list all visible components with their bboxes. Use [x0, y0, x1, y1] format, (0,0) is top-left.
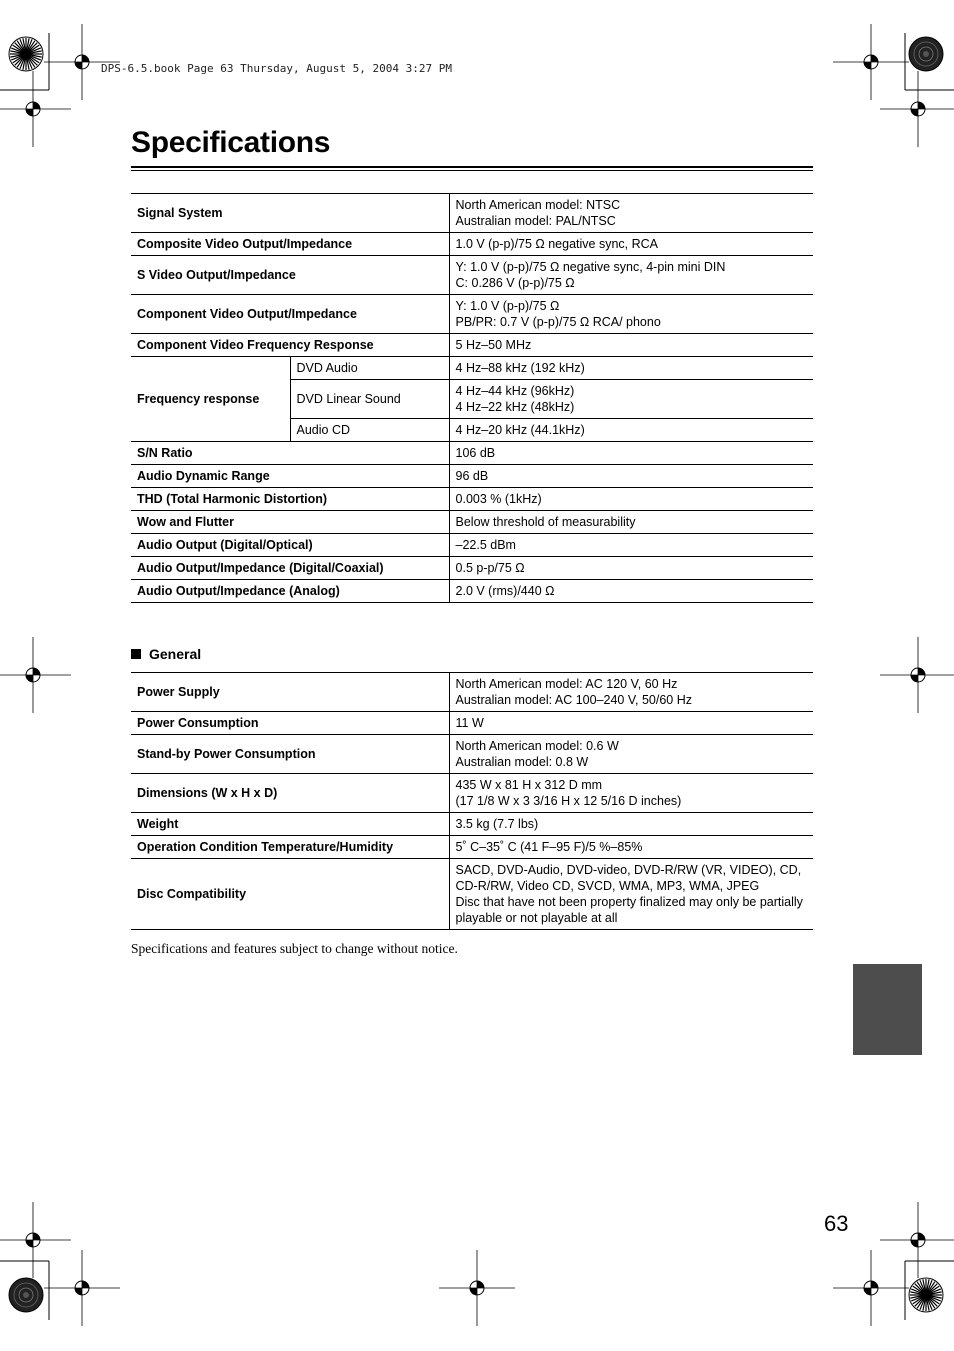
spec-label: Power Supply: [131, 673, 449, 712]
spec-value-line: 4 Hz–44 kHz (96kHz): [455, 384, 575, 398]
spec-value-line: Disc that have not been property finalized may only be partially: [455, 895, 803, 909]
spec-value-line: North American model: 0.6 W: [455, 739, 619, 753]
spec-value: [449, 357, 813, 380]
table-row: [131, 836, 813, 859]
spec-label: Operation Condition Temperature/Humidity: [131, 836, 449, 859]
spec-label: Weight: [131, 813, 449, 836]
table-row: [131, 465, 813, 488]
table-row: [131, 774, 813, 813]
table-row: [131, 334, 813, 357]
square-bullet-icon: [131, 649, 141, 659]
spec-value-line: C: 0.286 V (p-p)/75 Ω: [455, 276, 575, 290]
spec-value-line: 0.003 % (1kHz): [455, 492, 542, 506]
spec-value: [449, 712, 813, 735]
table-row: [131, 735, 813, 774]
spec-value-line: 2.0 V (rms)/440 Ω: [455, 584, 555, 598]
spec-label: Stand-by Power Consumption: [131, 735, 449, 774]
table-row: [131, 673, 813, 712]
table-row: [131, 256, 813, 295]
spec-value: [449, 557, 813, 580]
table-row: [131, 357, 813, 380]
spec-value: [449, 859, 813, 930]
spec-value: [449, 673, 813, 712]
spec-value-line: Australian model: 0.8 W: [455, 755, 589, 769]
spec-value: [449, 580, 813, 603]
spec-label: Audio Output (Digital/Optical): [131, 534, 449, 557]
spec-value: [449, 194, 813, 233]
table-row: [131, 557, 813, 580]
spec-value-line: (17 1/8 W x 3 3/16 H x 12 5/16 D inches): [455, 794, 682, 808]
general-heading: [131, 646, 201, 662]
table-row: [131, 511, 813, 534]
spec-value-line: Y: 1.0 V (p-p)/75 Ω: [455, 299, 560, 313]
spec-value-line: Australian model: AC 100–240 V, 50/60 Hz: [455, 693, 692, 707]
spec-label: Power Consumption: [131, 712, 449, 735]
spec-value: [449, 334, 813, 357]
spec-label: Disc Compatibility: [131, 859, 449, 930]
spec-label: Composite Video Output/Impedance: [131, 233, 449, 256]
spec-value: [449, 295, 813, 334]
spec-value-line: Below threshold of measurability: [455, 515, 636, 529]
spec-value: [449, 256, 813, 295]
spec-value-line: 4 Hz–20 kHz (44.1kHz): [455, 423, 585, 437]
spec-value: [449, 419, 813, 442]
spec-value-line: North American model: NTSC: [455, 198, 621, 212]
spec-label: Frequency response: [131, 357, 290, 442]
spec-value-line: 4 Hz–88 kHz (192 kHz): [455, 361, 585, 375]
spec-value: [449, 735, 813, 774]
table-row: [131, 859, 813, 930]
footnote: Specifications and features subject to change without notice.: [131, 941, 458, 956]
spec-value-line: 435 W x 81 H x 312 D mm: [455, 778, 603, 792]
spec-label: Component Video Output/Impedance: [131, 295, 449, 334]
spec-value: [449, 813, 813, 836]
spec-value-line: PB/PR: 0.7 V (p-p)/75 Ω RCA/ phono: [455, 315, 661, 329]
spec-value-line: 0.5 p-p/75 Ω: [455, 561, 525, 575]
spec-sublabel: DVD Audio: [290, 357, 449, 380]
table-row: [131, 233, 813, 256]
spec-value: [449, 511, 813, 534]
page-title: Specifications: [131, 126, 331, 159]
section-tab-block: [853, 964, 922, 1055]
spec-value: [449, 774, 813, 813]
table-row: [131, 295, 813, 334]
general-table: [131, 672, 813, 930]
specifications-table: [131, 193, 813, 603]
spec-value-line: 5 Hz–50 MHz: [455, 338, 532, 352]
spec-label: THD (Total Harmonic Distortion): [131, 488, 449, 511]
spec-label: Component Video Frequency Response: [131, 334, 449, 357]
table-row: [131, 442, 813, 465]
spec-label: Dimensions (W x H x D): [131, 774, 449, 813]
spec-value-line: North American model: AC 120 V, 60 Hz: [455, 677, 678, 691]
spec-label: S Video Output/Impedance: [131, 256, 449, 295]
spec-value: [449, 465, 813, 488]
spec-label: Audio Output/Impedance (Digital/Coaxial): [131, 557, 449, 580]
spec-value: [449, 233, 813, 256]
spec-value-line: 4 Hz–22 kHz (48kHz): [455, 400, 575, 414]
spec-value: [449, 442, 813, 465]
table-row: [131, 488, 813, 511]
spec-label: Audio Output/Impedance (Analog): [131, 580, 449, 603]
table-row: [131, 712, 813, 735]
table-row: [131, 534, 813, 557]
table-row: [131, 580, 813, 603]
spec-sublabel: DVD Linear Sound: [290, 380, 449, 419]
spec-value-line: 1.0 V (p-p)/75 Ω negative sync, RCA: [455, 237, 659, 251]
spec-value-line: Y: 1.0 V (p-p)/75 Ω negative sync, 4-pin mini DIN: [455, 260, 726, 274]
spec-value-line: 96 dB: [455, 469, 489, 483]
spec-value-line: –22.5 dBm: [455, 538, 516, 552]
table-row: [131, 194, 813, 233]
title-rule: [131, 166, 813, 172]
spec-label: Signal System: [131, 194, 449, 233]
spec-label: Wow and Flutter: [131, 511, 449, 534]
spec-label: Audio Dynamic Range: [131, 465, 449, 488]
spec-sublabel: Audio CD: [290, 419, 449, 442]
spec-value-line: CD-R/RW, Video CD, SVCD, WMA, MP3, WMA, JPEG: [455, 879, 760, 893]
spec-label: S/N Ratio: [131, 442, 449, 465]
spec-value-line: playable or not playable at all: [455, 911, 618, 925]
page-number: 63: [824, 1211, 849, 1236]
spec-value-line: SACD, DVD-Audio, DVD-video, DVD-R/RW (VR, VIDEO), CD,: [455, 863, 802, 877]
spec-value: [449, 380, 813, 419]
spec-value: [449, 488, 813, 511]
spec-value-line: 106 dB: [455, 446, 496, 460]
spec-value-line: 11 W: [455, 716, 484, 730]
spec-value-line: 5˚ C–35˚ C (41 F–95 F)/5 %–85%: [455, 840, 643, 854]
spec-value-line: 3.5 kg (7.7 lbs): [455, 817, 539, 831]
book-header-line: DPS-6.5.book Page 63 Thursday, August 5, 2004 3:27 PM: [101, 62, 452, 75]
spec-value: [449, 534, 813, 557]
table-row: [131, 813, 813, 836]
general-heading-label: General: [149, 646, 202, 662]
spec-value-line: Australian model: PAL/NTSC: [455, 214, 616, 228]
spec-value: [449, 836, 813, 859]
